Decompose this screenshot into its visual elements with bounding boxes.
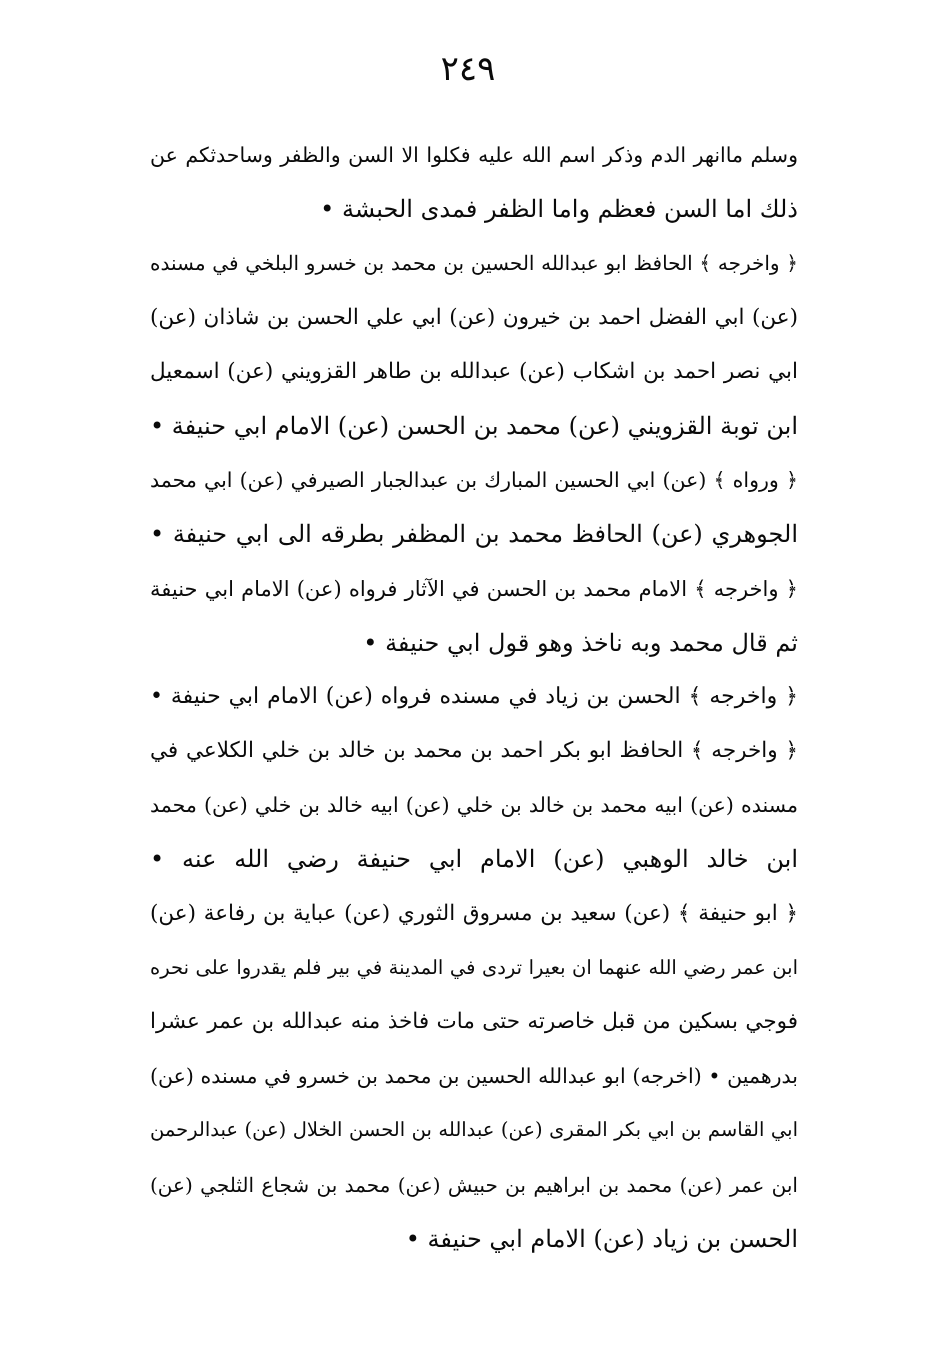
text-body (150, 128, 798, 1266)
text-line: ابي القاسم بن ابي بكر المقرى (عن) عبدالله بن الحسن الخلال (عن) عبدالرحمن (150, 1118, 798, 1142)
text-line: ابي نصر احمد بن اشكاب (عن) عبدالله بن طاهر القزويني (عن) اسمعيل (150, 358, 798, 384)
text-line: ﴿ واخرجه ﴾ الحافظ ابو عبدالله الحسين بن محمد بن خسرو البلخي في مسنده (150, 251, 798, 276)
text-line: ذلك اما السن فعظم واما الظفر فمدى الحبشة • (320, 195, 798, 224)
text-line: وسلم ماانهر الدم وذكر اسم الله عليه فكلوا الا السن والظفر وساحدثكم عن (150, 143, 798, 167)
text-line: ﴿ واخرجه ﴾ الحسن بن زياد في مسنده فرواه (عن) الامام ابي حنيفة • (150, 683, 798, 709)
page-number: ٢٤٩ (440, 49, 496, 89)
text-line: ثم قال محمد وبه ناخذ وهو قول ابي حنيفة • (363, 628, 798, 657)
text-line: ابن خالد الوهبي (عن) الامام ابي حنيفة رضي الله عنه • (150, 845, 798, 874)
text-line: (عن) ابي الفضل احمد بن خيرون (عن) ابي علي الحسن بن شاذان (عن) (150, 304, 798, 330)
text-line: فوجي بسكين من قبل خاصرته حتى مات فاخذ منه عبدالله بن عمر عشرا (150, 1009, 798, 1034)
text-line: ابن عمر رضي الله عنهما ان بعيرا تردى في المدينة في بير فلم يقدروا على نحره (150, 955, 798, 979)
text-line: الجوهري (عن) الحافظ محمد بن المظفر بطرقه الى ابي حنيفة • (150, 520, 798, 549)
text-line: ابن توبة القزويني (عن) محمد بن الحسن (عن) الامام ابي حنيفة • (150, 411, 798, 440)
text-line: مسنده (عن) ابيه محمد بن خالد بن خلي (عن) ابيه خالد بن خلي (عن) محمد (150, 793, 798, 818)
text-line: ﴿ واخرجه ﴾ الامام محمد بن الحسن في الآثار فرواه (عن) الامام ابي حنيفة (150, 576, 798, 601)
text-line: الحسن بن زياد (عن) الامام ابي حنيفة • (405, 1224, 798, 1253)
text-line: ابن عمر (عن) محمد بن ابراهيم بن حبيش (عن) محمد بن شجاع الثلجي (عن) (150, 1172, 798, 1197)
text-line: ﴿ ورواه ﴾ (عن) ابي الحسين المبارك بن عبدالجبار الصيرفي (عن) ابي محمد (150, 468, 798, 493)
text-line: بدرهمين • (اخرجه) ابو عبدالله الحسين بن محمد بن خسرو في مسنده (عن) (150, 1064, 798, 1089)
text-line: ﴿ ابو حنيفة ﴾ (عن) سعيد بن مسروق الثوري (عن) عباية بن رفاعة (عن) (150, 900, 798, 926)
text-line: ﴿ واخرجه ﴾ الحافظ ابو بكر احمد بن محمد بن خالد بن خلي الكلاعي في (150, 738, 798, 764)
